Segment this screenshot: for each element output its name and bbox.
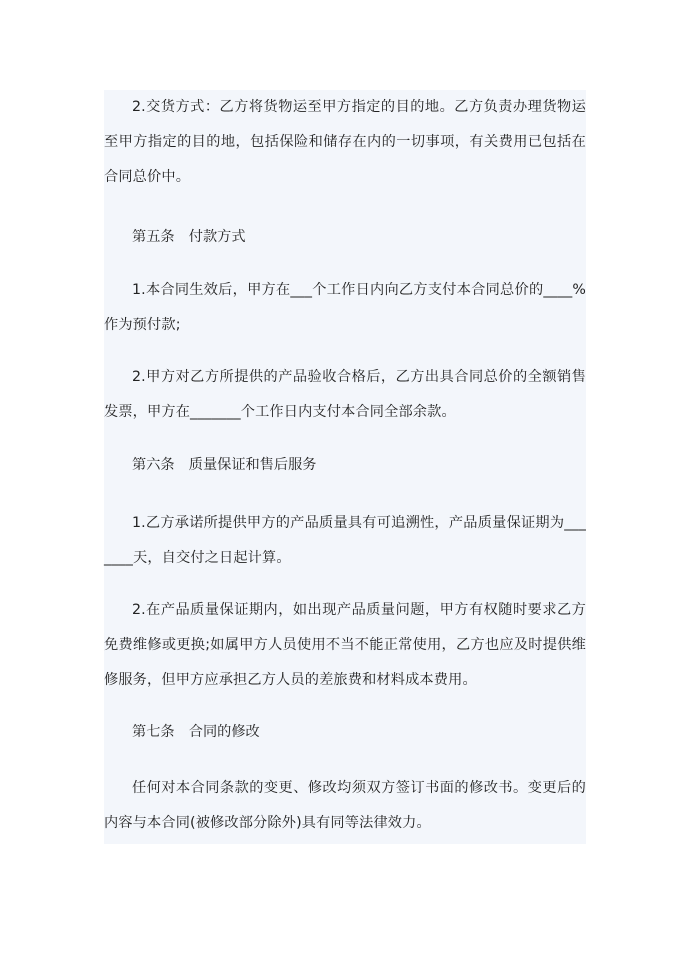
clause-delivery-method: 2.交货方式：乙方将货物运至甲方指定的目的地。乙方负责办理货物运至甲方指定的目的地，包括保险和储存在内的一切事项，有关费用已包括在合同总价中。 bbox=[104, 99, 586, 185]
contract-text-panel bbox=[104, 90, 586, 844]
article-7-heading: 第七条 合同的修改 bbox=[132, 724, 260, 740]
clause-final-payment: 2.甲方对乙方所提供的产品验收合格后，乙方出具合同总价的全额销售发票，甲方在_______个工作日内支付本合同全部余款。 bbox=[104, 369, 586, 420]
clause-quality-warranty-period: 1.乙方承诺所提供甲方的产品质量具有可追溯性，产品质量保证期为_______天，自交付之日起计算。 bbox=[104, 515, 586, 566]
article-5-heading: 第五条 付款方式 bbox=[132, 229, 246, 245]
clause-advance-payment: 1.本合同生效后，甲方在___个工作日内向乙方支付本合同总价的____% 作为预付款; bbox=[104, 282, 586, 333]
clause-warranty-repair: 2.在产品质量保证期内，如出现产品质量问题，甲方有权随时要求乙方免费维修或更换;如属甲方人员使用不当不能正常使用，乙方也应及时提供维修服务，但甲方应承担乙方人员的差旅费和材料成本费用。 bbox=[104, 602, 586, 688]
clause-contract-modification: 任何对本合同条款的变更、修改均须双方签订书面的修改书。变更后的内容与本合同(被修改部分除外)具有同等法律效力。 bbox=[104, 780, 586, 831]
article-6-heading: 第六条 质量保证和售后服务 bbox=[132, 457, 317, 473]
